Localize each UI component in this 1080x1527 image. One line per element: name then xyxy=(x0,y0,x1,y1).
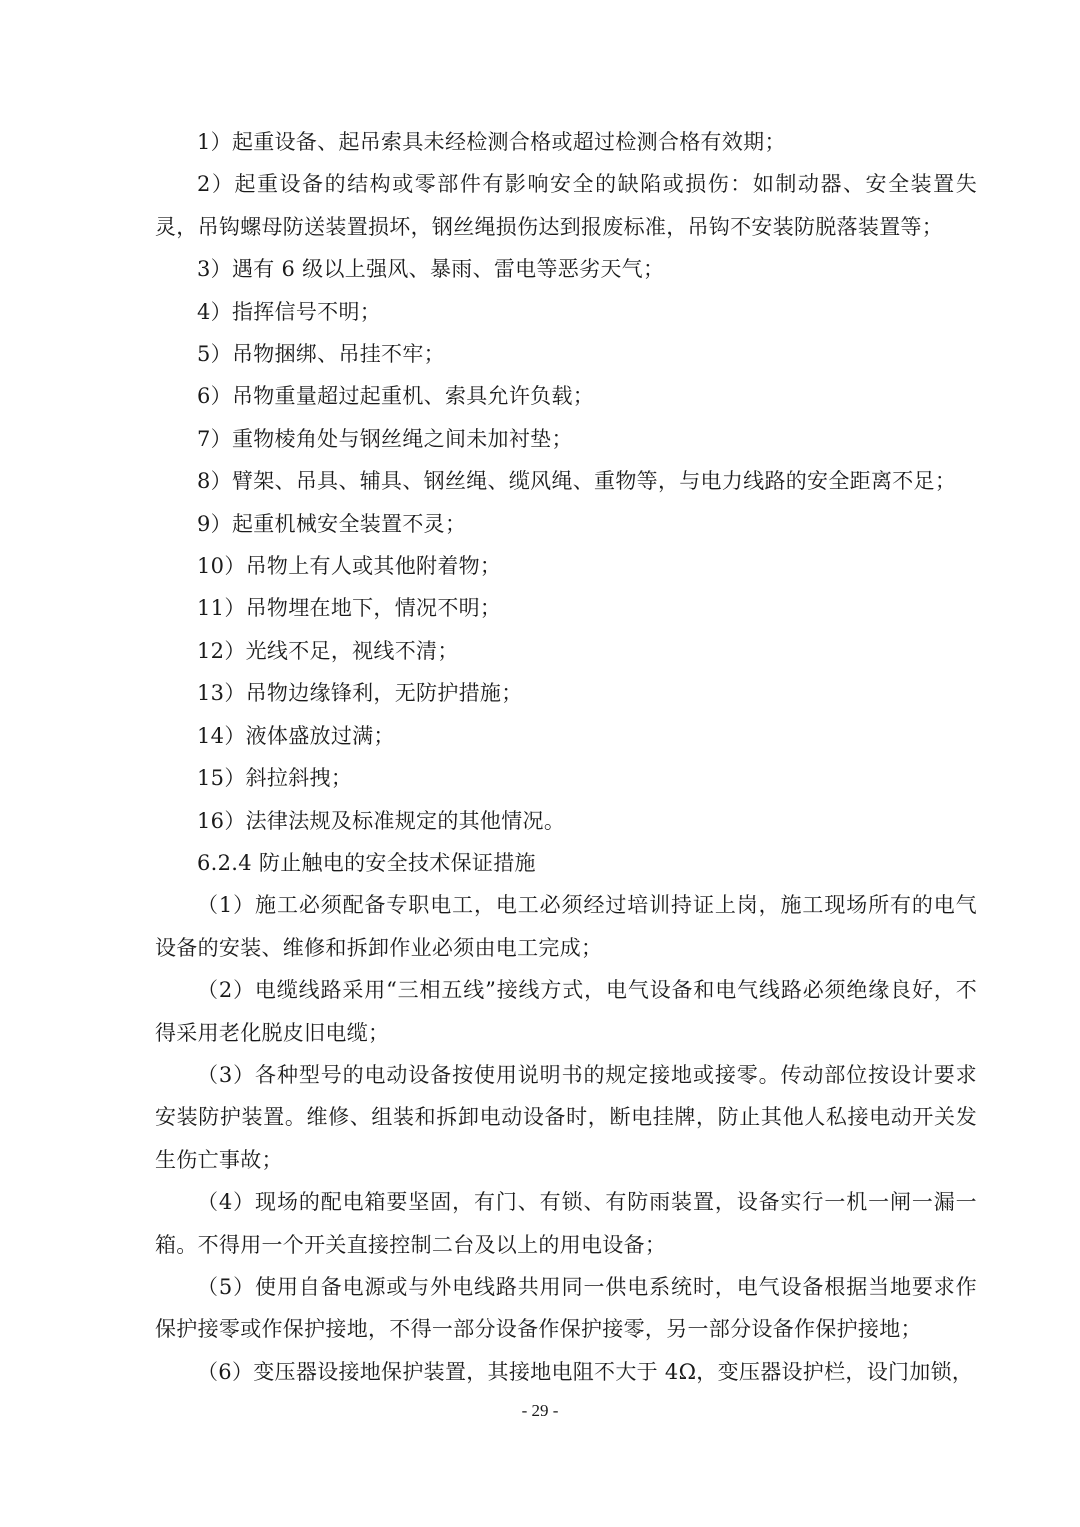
list-item: 6）吊物重量超过起重机、索具允许负载； xyxy=(197,384,595,409)
list-item: 4）指挥信号不明； xyxy=(197,299,382,324)
list-item: 3）遇有 6 级以上强风、暴雨、雷电等恶劣天气； xyxy=(197,257,665,282)
measure-paragraph: （4）现场的配电箱要坚固，有门、有锁、有防雨装置，设备实行一机一闸一漏一箱。不得用一个开关直接控制二台及以上的用电设备； xyxy=(155,1190,977,1257)
list-item: 15）斜拉斜拽； xyxy=(197,766,353,791)
list-item: 13）吊物边缘锋利，无防护措施； xyxy=(197,681,523,706)
measure-paragraph: （1）施工必须配备专职电工，电工必须经过培训持证上岗，施工现场所有的电气设备的安装、维修和拆卸作业必须由电工完成； xyxy=(155,893,977,960)
list-item: 1）起重设备、起吊索具未经检测合格或超过检测合格有效期； xyxy=(197,130,786,154)
measure-paragraph: （5）使用自备电源或与外电线路共用同一供电系统时，电气设备根据当地要求作保护接零或作保护接地，不得一部分设备作保护接零，另一部分设备作保护接地； xyxy=(155,1274,977,1342)
measure-paragraph: （3）各种型号的电动设备按使用说明书的规定接地或接零。传动部位按设计要求安装防护装置。维修、组装和拆卸电动设备时，断电挂牌，防止其他人私接电动开关发生伤亡事故； xyxy=(155,1062,977,1172)
page-number: - 29 - xyxy=(521,1401,559,1420)
list-item: 12）光线不足，视线不清； xyxy=(197,638,459,663)
list-item: 8）臂架、吊具、辅具、钢丝绳、缆风绳、重物等，与电力线路的安全距离不足； xyxy=(197,469,957,494)
measure-paragraph: （6）变压器设接地保护装置，其接地电阻不大于 4Ω，变压器设护栏，设门加锁， xyxy=(197,1359,974,1384)
measure-paragraph: （2）电缆线路采用“三相五线”接线方式，电气设备和电气线路必须绝缘良好，不得采用老化脱皮旧电缆； xyxy=(155,978,977,1045)
list-item: 11）吊物埋在地下，情况不明； xyxy=(197,596,502,621)
list-item: 16）法律法规及标准规定的其他情况。 xyxy=(197,808,566,833)
list-item: 14）液体盛放过满； xyxy=(197,723,395,748)
list-item: 7）重物棱角处与钢丝绳之间未加衬垫； xyxy=(197,426,573,451)
list-item: 9）起重机械安全装置不灵； xyxy=(197,511,467,536)
list-item: 5）吊物捆绑、吊挂不牢； xyxy=(197,342,445,367)
list-item: 2）起重设备的结构或零部件有影响安全的缺陷或损伤：如制动器、安全装置失灵，吊钩螺母防送装置损坏，钢丝绳损伤达到报废标准，吊钩不安装防脱落装置等； xyxy=(155,172,977,239)
document-body xyxy=(155,121,977,1393)
section-heading: 6.2.4 防止触电的安全技术保证措施 xyxy=(197,850,536,875)
list-item: 10）吊物上有人或其他附着物； xyxy=(197,554,502,579)
